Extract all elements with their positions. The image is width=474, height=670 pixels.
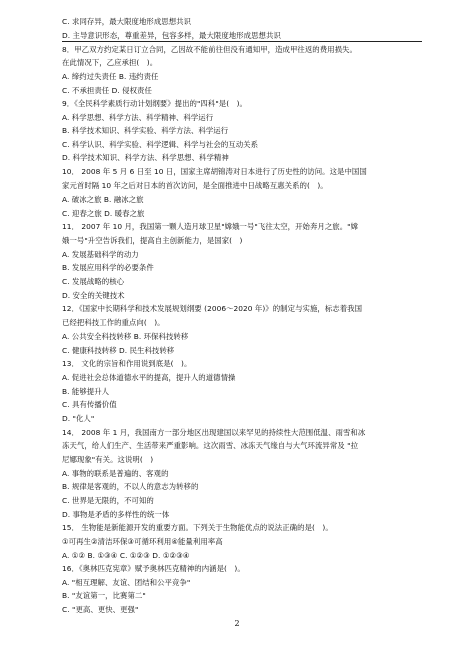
text-line: A. 破冰之旅 B. 融冰之旅 <box>62 195 144 204</box>
text-line: A. ①② B. ①③④ C. ①②③ D. ①②③④ <box>62 551 190 560</box>
text-line: C. 求同存异，最大限度地形成思想共识 <box>62 17 192 26</box>
text-line: 14． 2008 年 1 月，我国南方一部分地区出现建国以来罕见的持续性大范围低温、雨雪和冰 <box>62 428 366 437</box>
text-line: C. 健康科技转移 D. 民生科技转移 <box>62 346 175 355</box>
text-line: 在此情况下，乙应承担( )。 <box>62 58 158 67</box>
text-line: D. 主导意识形态，尊重差异，包容多样，最大限度地形成思想共识 <box>62 31 281 40</box>
text-line: 13． 文化的宗旨和作用说到底是( )。 <box>62 359 192 368</box>
text-line: C. 具有传播价值 <box>62 400 117 409</box>
text-line: C. 发展战略的核心 <box>62 277 125 286</box>
text-line: C. 世界是无限的，不可知的 <box>62 496 154 505</box>
text-line: D. 事物是矛盾的多样性的统一体 <box>62 510 170 519</box>
text-line: 12．《国家中长期科学和技术发展规划纲要 (2006～2020 年)》的制定与实施，标志着我国 <box>62 304 363 313</box>
text-line: 16．《奥林匹克宪章》赋予奥林匹克精神的内涵是( )。 <box>62 564 245 573</box>
page-number: 2 <box>234 619 240 628</box>
text-line: 已经把科技工作的重点向( )。 <box>62 318 165 327</box>
text-line: 10． 2008 年 5 月 6 日至 10 日，国家主席胡锦涛对日本进行了历史性的访问。这是中国国 <box>62 167 367 176</box>
text-line: 冻天气，给人们生产、生活带来严重影响。这次雨雪、冰冻天气缘自与大气环流异常及 "拉 <box>62 441 359 450</box>
text-line: 15． 生物能是新能源开发的重要方面。下列关于生物能优点的说法正确的是( )。 <box>62 523 333 532</box>
text-line: ①可再生②清洁环保③可循环利用④能量利用率高 <box>62 537 223 546</box>
text-line: B. 规律是客观的，不以人的意志为转移的 <box>62 482 199 491</box>
text-line: C. 迎春之旅 D. 暖春之旅 <box>62 209 145 218</box>
text-line: A. 发展基础科学的动力 <box>62 250 139 259</box>
text-line: 8．甲乙双方约定某日订立合同，乙因故不能前往但没有通知甲，造成甲往返的费用损失。 <box>62 45 357 54</box>
text-line: D. 科学技术知识、科学方法、科学思想、科学精神 <box>62 153 229 162</box>
text-line: B. 能够提升人 <box>62 387 110 396</box>
text-line: A. 事物的联系是普遍的、客观的 <box>62 469 169 478</box>
text-line: A. 公共安全科技转移 B. 环保科技转移 <box>62 332 189 341</box>
text-line: B. "友谊第一，比赛第二" <box>62 591 146 600</box>
text-line: C. "更高、更快、更强" <box>62 605 139 614</box>
text-line: B. 发展应用科学的必要条件 <box>62 263 154 272</box>
text-line: B. 科学技术知识、科学实验、科学方法、科学运行 <box>62 126 229 135</box>
text-line: A. 促进社会总体道德水平的提高，提升人的道德情操 <box>62 373 236 382</box>
text-line: 11． 2007 年 10 月，我国第一颗人造月球卫星"嫦娥一号"飞往太空，开始奔月之旅。"嫦 <box>62 222 359 231</box>
text-line: C. 不承担责任 D. 侵权责任 <box>62 86 152 95</box>
text-line: D. "化人" <box>62 414 95 423</box>
text-line: D. 安全的关键技术 <box>62 291 125 300</box>
text-line: 尼娜现象"有关。这说明( ) <box>62 455 154 464</box>
text-line: A. "相互理解、友谊、团结和公平竞争" <box>62 578 191 587</box>
text-line: A. 缔约过失责任 B. 违约责任 <box>62 72 159 81</box>
text-line: 9．《全民科学素质行动计划纲要》提出的"四科"是( )。 <box>62 99 247 108</box>
text-line: 娥一号"升空告诉我们，提高自主创新能力，是国家( ) <box>62 236 243 245</box>
text-line: A. 科学思想、科学方法、科学精神、科学运行 <box>62 113 214 122</box>
text-line: 家元首时隔 10 年之后对日本的首次访问，是全面推进中日战略互惠关系的( )。 <box>62 181 328 190</box>
text-line: C. 科学认识、科学实验、科学逻辑、科学与社会的互动关系 <box>62 140 259 149</box>
header-rule <box>62 41 422 42</box>
